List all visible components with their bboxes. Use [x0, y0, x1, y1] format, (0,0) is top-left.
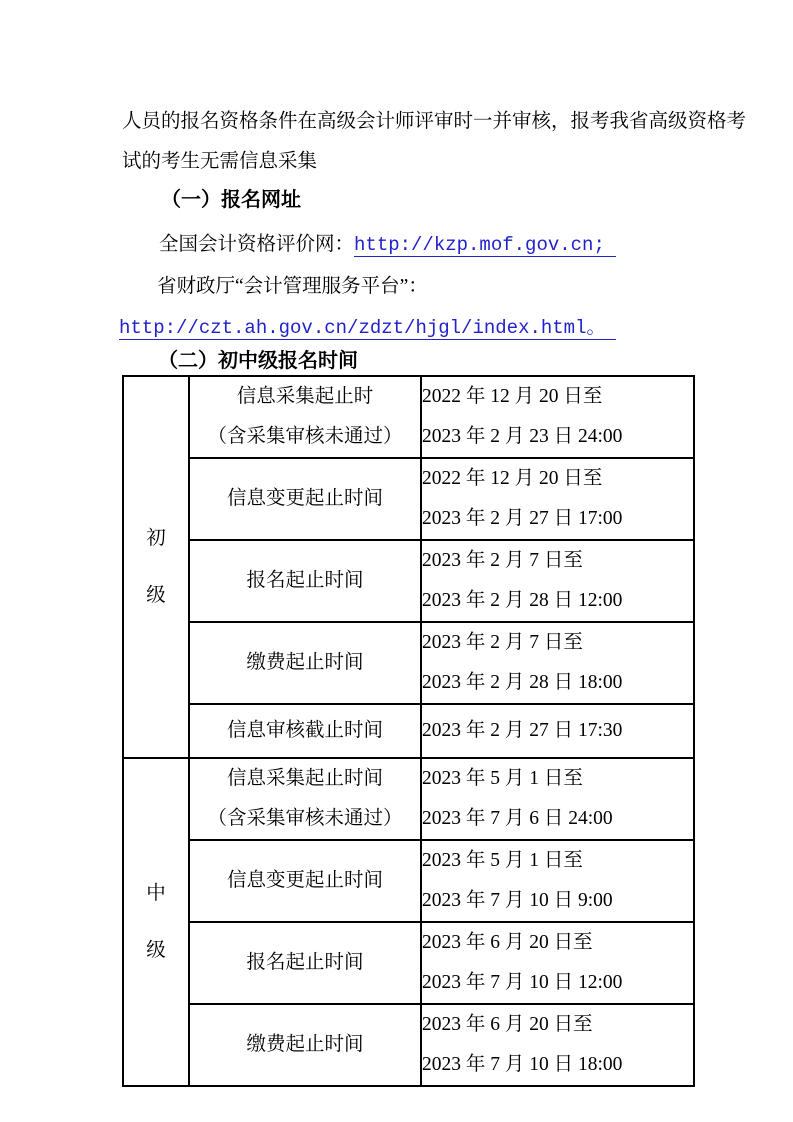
date-range-cell: 2023 年 2 月 7 日至 2023 年 2 月 28 日 12:00: [421, 540, 694, 622]
table-row: [123, 1004, 694, 1086]
date-range-cell: 2023 年 2 月 7 日至 2023 年 2 月 28 日 18:00: [421, 622, 694, 704]
registration-time-table: [122, 375, 695, 1087]
date-range-cell: 2022 年 12 月 20 日至 2023 年 2 月 23 日 24:00: [421, 376, 694, 458]
date-range-cell: 2023 年 5 月 1 日至 2023 年 7 月 10 日 9:00: [421, 840, 694, 922]
date-range-cell: 2023 年 6 月 20 日至 2023 年 7 月 10 日 12:00: [421, 922, 694, 1004]
table-row: [123, 458, 694, 540]
level-cell: 初 级: [123, 376, 189, 758]
table-row: [123, 540, 694, 622]
item-label-cell: 信息变更起止时间: [189, 458, 421, 540]
item-label-cell: 信息变更起止时间: [189, 840, 421, 922]
national-site-label: 全国会计资格评价网：: [159, 234, 355, 255]
date-range-cell: 2023 年 2 月 27 日 17:30: [421, 704, 694, 758]
date-range-cell: 2023 年 6 月 20 日至 2023 年 7 月 10 日 18:00: [421, 1004, 694, 1086]
table-row: [123, 840, 694, 922]
provincial-link-line: [119, 317, 616, 339]
table-row: [123, 376, 694, 458]
date-range-cell: 2023 年 5 月 1 日至 2023 年 7 月 6 日 24:00: [421, 758, 694, 840]
section-heading-registration-time: （二）初中级报名时间: [158, 350, 358, 372]
national-site-line: [159, 234, 616, 256]
provincial-platform-link[interactable]: http://czt.ah.gov.cn/zdzt/hjgl/index.html。: [119, 317, 616, 340]
item-label-cell: 报名起止时间: [189, 540, 421, 622]
registration-time-table-body: [123, 376, 694, 1086]
item-label-cell: 缴费起止时间: [189, 1004, 421, 1086]
section-heading-registration-url: （一）报名网址: [161, 189, 301, 211]
intro-line-2: 试的考生无需信息采集: [122, 151, 318, 172]
item-label-cell: 信息采集起止时 （含采集审核未通过）: [189, 376, 421, 458]
national-site-link[interactable]: http://kzp.mof.gov.cn;: [354, 234, 616, 257]
item-label-cell: 信息审核截止时间: [189, 704, 421, 758]
item-label-cell: 缴费起止时间: [189, 622, 421, 704]
item-label-cell: 报名起止时间: [189, 922, 421, 1004]
item-label-cell: 信息采集起止时间 （含采集审核未通过）: [189, 758, 421, 840]
level-cell: 中 级: [123, 758, 189, 1086]
table-row: [123, 922, 694, 1004]
provincial-platform-label: 省财政厅“会计管理服务平台”：: [157, 276, 428, 297]
intro-line-1: 人员的报名资格条件在高级会计师评审时一并审核，报考我省高级资格考: [122, 111, 747, 132]
table-row: [123, 704, 694, 758]
date-range-cell: 2022 年 12 月 20 日至 2023 年 2 月 27 日 17:00: [421, 458, 694, 540]
table-row: [123, 622, 694, 704]
table-row: [123, 758, 694, 840]
